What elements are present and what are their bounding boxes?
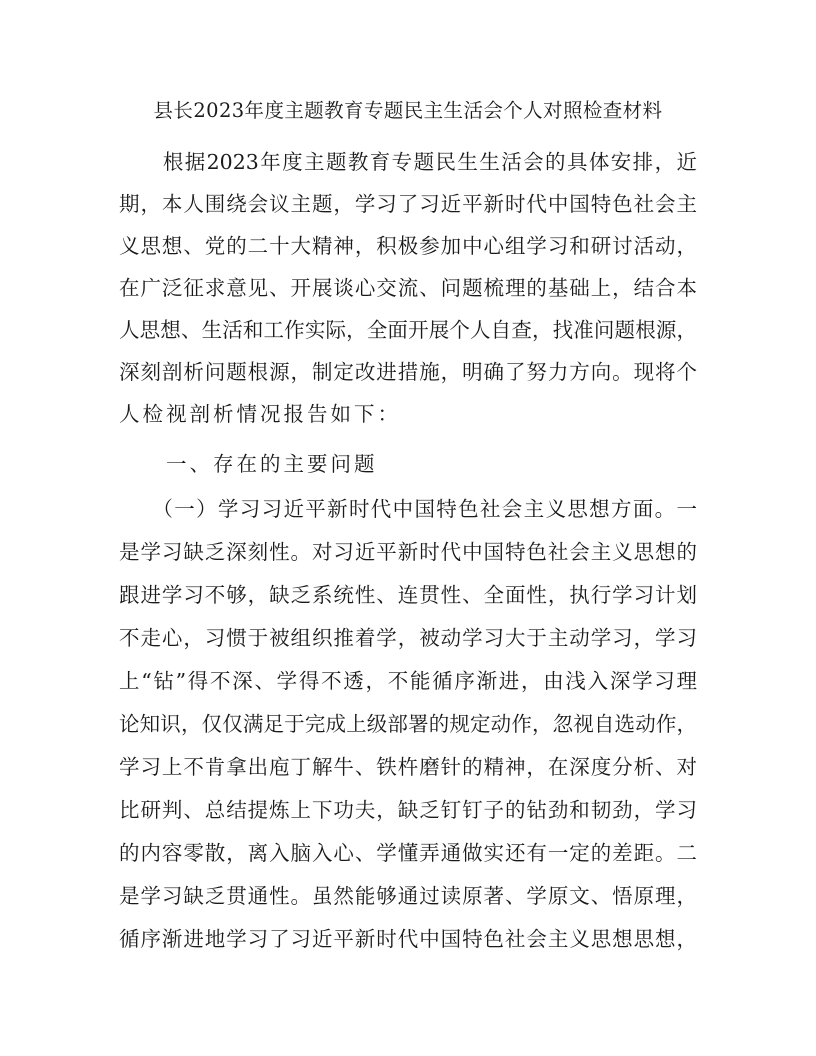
body-line: 的内容零散，离入脑入心、学懂弄通做实还有一定的差距。二 (119, 841, 697, 865)
body-line: 上“钻”得不深、学得不透，不能循序渐进，由浅入深学习理 (119, 669, 697, 693)
intro-line: 义思想、党的二十大精神，积极参加中心组学习和研讨活动， (119, 234, 697, 258)
intro-line: 人思想、生活和工作实际，全面开展个人自查，找准问题根源， (119, 318, 697, 342)
intro-line: 在广泛征求意见、开展谈心交流、问题梳理的基础上，结合本 (119, 276, 697, 300)
body-line: 循序渐进地学习了习近平新时代中国特色社会主义思想思想， (119, 927, 697, 951)
body-line: 学习上不肯拿出庖丁解牛、铁杵磨针的精神，在深度分析、对 (119, 755, 697, 779)
body-line: 比研判、总结提炼上下功夫，缺乏钉钉子的钻劲和韧劲，学习 (119, 798, 697, 822)
intro-line: 期，本人围绕会议主题，学习了习近平新时代中国特色社会主 (119, 192, 697, 216)
intro-line: 根据2023年度主题教育专题民生生活会的具体安排，近 (119, 150, 697, 174)
body-line: 不走心，习惯于被组织推着学，被动学习大于主动学习，学习 (119, 626, 697, 650)
body-line: （一）学习习近平新时代中国特色社会主义思想方面。一 (119, 497, 697, 521)
intro-line: 人检视剖析情况报告如下： (119, 402, 401, 426)
section-heading: 一、存在的主要问题 (119, 452, 378, 476)
body-line: 论知识，仅仅满足于完成上级部署的规定动作，忽视自选动作， (119, 712, 697, 736)
intro-line: 深刻剖析问题根源，制定改进措施，明确了努力方向。现将个 (119, 360, 697, 384)
body-line: 跟进学习不够，缺乏系统性、连贯性、全面性，执行学习计划 (119, 583, 697, 607)
body-line: 是学习缺乏贯通性。虽然能够通过读原著、学原文、悟原理， (119, 884, 697, 908)
document-title: 县长2023年度主题教育专题民主生活会个人对照检查材料 (153, 99, 663, 122)
body-line: 是学习缺乏深刻性。对习近平新时代中国特色社会主义思想的 (119, 540, 697, 564)
